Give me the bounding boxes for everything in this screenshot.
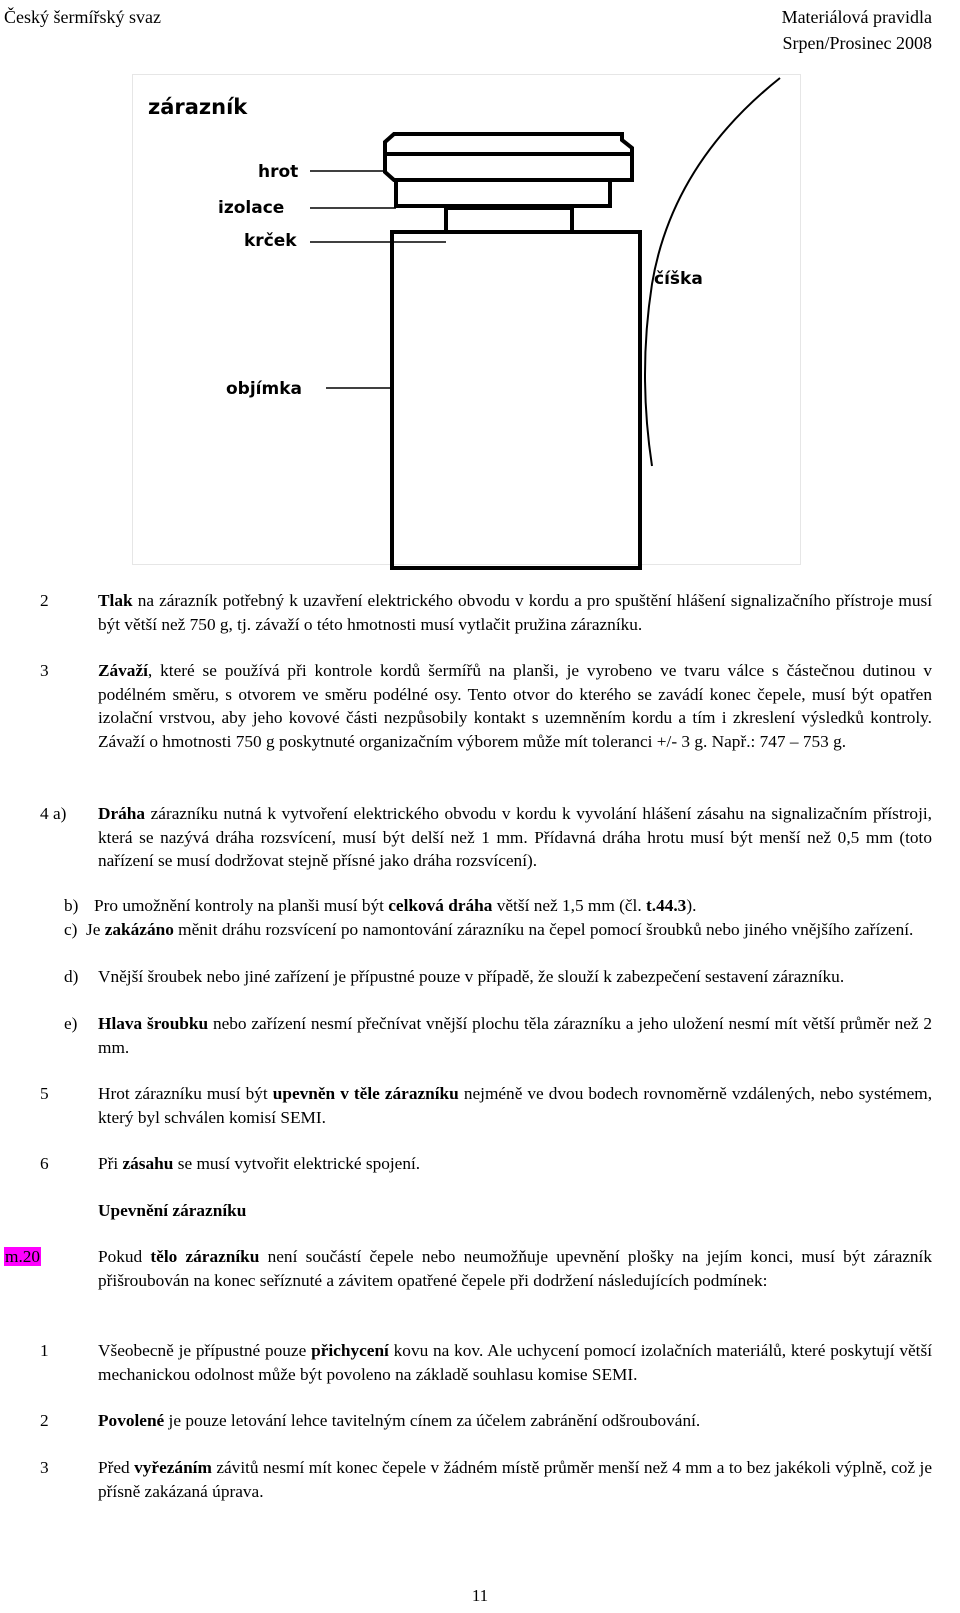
item-2-text [98, 589, 932, 636]
item-5-body-pre: Hrot zárazníku musí být [98, 1084, 273, 1103]
section-intro-pre: Pokud [98, 1247, 151, 1266]
diagram-title: zárazník [148, 95, 248, 119]
section-intro-text [98, 1245, 932, 1292]
section-item-1-pre: Všeobecně je přípustné pouze [98, 1341, 312, 1360]
item-number: 3 [40, 661, 49, 680]
item-number: 2 [40, 1411, 49, 1430]
header-title: Materiálová pravidla [781, 7, 932, 27]
section-item-2-body: je pouze letování lehce tavitelným cínem za účelem zabránění odšroubování. [164, 1411, 701, 1430]
section-marker-highlight: m.20 [5, 1247, 41, 1266]
item-4b-body-end: ). [686, 896, 697, 915]
diagram-frame [133, 75, 801, 565]
item-number: 6 [40, 1154, 49, 1173]
item-4a-text [98, 802, 932, 873]
item-number: 5 [40, 1084, 49, 1103]
section-heading: Upevnění zárazníku [98, 1201, 247, 1220]
item-4c-keyword: zakázáno [104, 920, 174, 939]
subitem-label: b) [64, 896, 79, 915]
item-6-keyword: zásahu [122, 1154, 174, 1173]
section-intro-keyword: tělo zárazníku [150, 1247, 260, 1266]
label-ciska: číška [654, 269, 703, 289]
item-4b-body-mid: větší než 1,5 mm (čl. [492, 896, 646, 915]
item-number: 4 a) [40, 804, 67, 823]
item-4c-text [86, 918, 932, 942]
item-5-text [98, 1082, 932, 1129]
item-5-body: nejméně ve dvou bodech rovnoměrně vzdálených, nebo systémem, který byl schválen komisí SEMI. [98, 1084, 933, 1127]
section-item-3-keyword: vyřezáním [134, 1458, 212, 1477]
item-6-text [98, 1152, 932, 1176]
item-number: 1 [40, 1341, 49, 1360]
section-marker [4, 1245, 41, 1269]
item-4e-body: nebo zařízení nesmí přečnívat vnější plochu těla zárazníku a jeho uložení nesmí mít větší průměr než 2 mm. [98, 1014, 932, 1057]
header-document-info [782, 4, 932, 56]
item-4b-body: Pro umožnění kontroly na planši musí být [94, 896, 389, 915]
label-krcek: krček [244, 231, 297, 251]
point-diagram [132, 74, 820, 572]
item-4a-keyword: Dráha [98, 804, 146, 823]
section-item-1-text [98, 1339, 932, 1386]
subitem-label: d) [64, 967, 79, 986]
section-intro-body: není součástí čepele nebo neumožňuje upevnění plošky na jejím konci, musí být zárazník přišroubován na konec seříznuté a závitem opatřené čepele při dodržení následujících podmínek: [98, 1247, 932, 1290]
item-3-text [98, 659, 932, 753]
item-2-keyword: Tlak [98, 591, 133, 610]
item-4e-text [98, 1012, 932, 1059]
item-4b-text [94, 894, 932, 918]
section-item-3-body: závitů nesmí mít konec čepele v žádném místě průměr menší než 4 mm a to bez jakékoli výplně, což je přísně zakázaná úprava. [98, 1458, 932, 1501]
item-number: 2 [40, 591, 49, 610]
subitem-label: e) [64, 1014, 78, 1033]
item-6-body: se musí vytvořit elektrické spojení. [173, 1154, 421, 1173]
item-4c-body-pre: Je [86, 920, 105, 939]
header-date: Srpen/Prosinec 2008 [782, 33, 932, 53]
item-4a-body: zárazníku nutná k vytvoření elektrického obvodu v kordu k vyvolání hlášení zásahu na signalizačním přístroji, která se nazývá dráha rozsvícení, musí být delší než 1 mm. Přídavná dráha hrotu musí být menší než 0,5 mm (toto nařízení se musí dodržovat stejně přísné jako dráha rozsvícení). [98, 804, 932, 870]
section-item-1-keyword: přichycení [311, 1341, 389, 1360]
section-item-2-text [98, 1409, 932, 1433]
section-item-1-body: kovu na kov. Ale uchycení pomocí izolačních materiálů, které poskytují větší mechanickou odolnost může být povoleno na základě souhlasu komise SEMI. [98, 1341, 933, 1384]
label-objimka: objímka [226, 379, 302, 399]
header-organization: Český šermířský svaz [4, 7, 161, 27]
page-number: 11 [471, 1586, 489, 1605]
subitem-label: c) [64, 920, 78, 939]
item-4e-keyword: Hlava šroubku [98, 1014, 209, 1033]
item-5-keyword: upevněn v těle zárazníku [272, 1084, 459, 1103]
section-item-2-keyword: Povolené [98, 1411, 165, 1430]
item-number: 3 [40, 1458, 49, 1477]
section-item-3-text [98, 1456, 932, 1503]
label-hrot: hrot [258, 162, 299, 182]
section-item-3-pre: Před [98, 1458, 135, 1477]
item-3-keyword: Závaží [98, 661, 148, 680]
item-6-body-pre: Při [98, 1154, 123, 1173]
label-izolace: izolace [218, 198, 285, 218]
item-4b-reference: t.44.3 [646, 896, 687, 915]
item-4b-keyword: celková dráha [388, 896, 493, 915]
item-2-body: na zárazník potřebný k uzavření elektrického obvodu v kordu a pro spuštění hlášení signalizačního přístroje musí být větší než 750 g, tj. závaží o této hmotnosti musí vytlačit pružina zárazníku. [98, 591, 932, 634]
item-4c-body: měnit dráhu rozsvícení po namontování zárazníku na čepel pomocí šroubků nebo jiného vnějšího zařízení. [173, 920, 914, 939]
item-3-body: , které se používá při kontrole kordů šermířů na planši, je vyrobeno ve tvaru válce s částečnou dutinou v podélném směru, s otvorem ve směru podélné osy. Tento otvor do kterého se zavádí konec čepele, musí být opatřen izolační vrstvou, aby jeho kovové části nezpůsobily kontakt s uzemněním kordu a tím i zkreslení výsledků kontroly. Závaží o hmotnosti 750 g poskytnuté organizačním výborem může mít toleranci +/- 3 g. Např.: 747 – 753 g. [98, 661, 932, 751]
item-4d-text: Vnější šroubek nebo jiné zařízení je přípustné pouze v případě, že slouží k zabezpečení sestavení zárazníku. [98, 967, 845, 986]
